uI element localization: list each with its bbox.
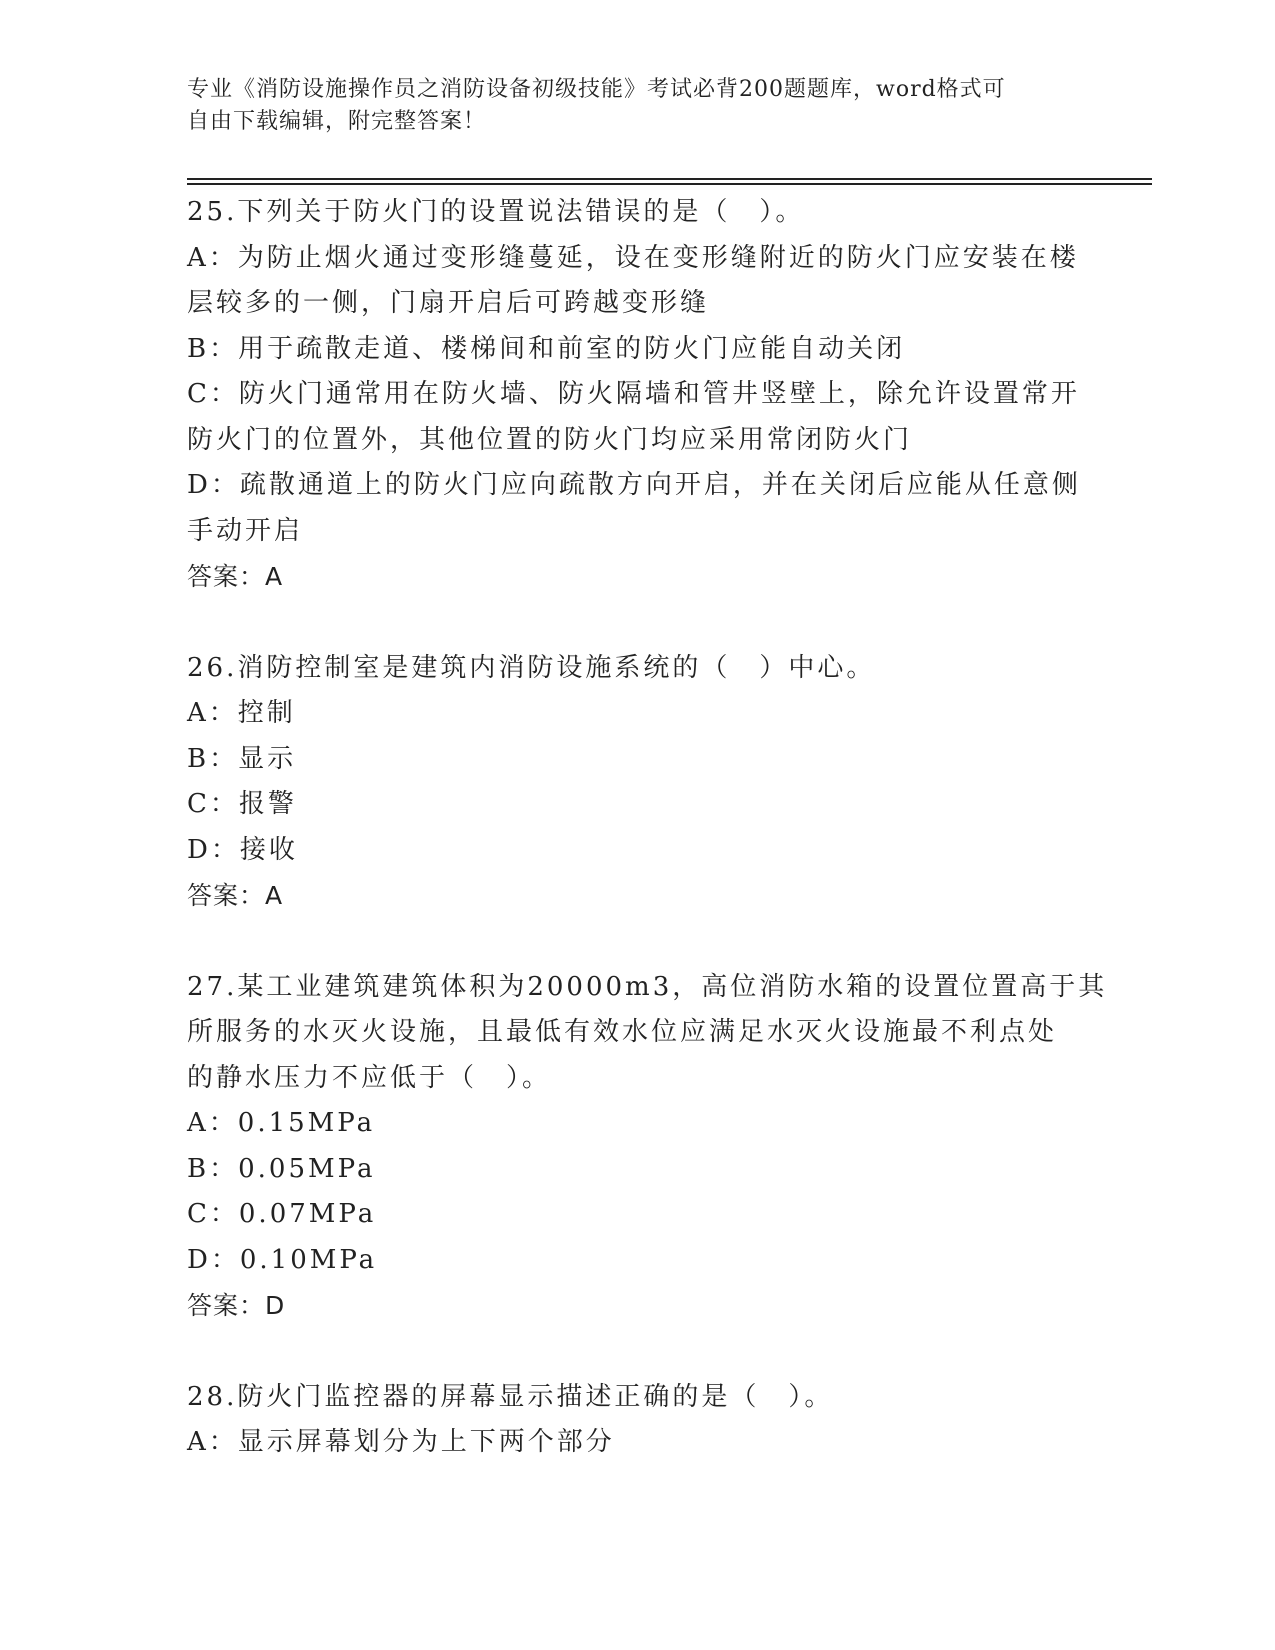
option-d: D：0.10MPa bbox=[187, 1244, 378, 1275]
header-divider-top bbox=[187, 178, 1152, 180]
question-stem: 25.下列关于防火门的设置说法错误的是（ ）。 bbox=[187, 197, 805, 227]
question-list bbox=[187, 190, 1108, 1466]
option-b: B：显示 bbox=[187, 743, 297, 774]
question-stem: 27.某工业建筑建筑体积为20000m3，高位消防水箱的设置位置高于其 bbox=[187, 971, 1108, 1002]
answer-label: 答案：A bbox=[187, 881, 284, 910]
header-line-1: 专业《消防设施操作员之消防设备初级技能》考试必背200题题库，word格式可 bbox=[187, 77, 1006, 102]
question-28 bbox=[187, 1375, 1087, 1466]
option-a: A：控制 bbox=[187, 698, 296, 728]
option-b: B：0.05MPa bbox=[187, 1153, 376, 1184]
option-d: D：接收 bbox=[187, 834, 298, 865]
question-stem: 28.防火门监控器的屏幕显示描述正确的是（ ）。 bbox=[187, 1381, 834, 1412]
option-c-continued: 防火门的位置外，其他位置的防火门均应采用常闭防火门 bbox=[187, 424, 913, 455]
question-stem-continued: 的静水压力不应低于（ ）。 bbox=[187, 1062, 552, 1093]
question-26 bbox=[187, 646, 1087, 919]
option-b: B：用于疏散走道、楼梯间和前室的防火门应能自动关闭 bbox=[187, 333, 906, 364]
question-27 bbox=[187, 965, 1108, 1329]
header-divider-bottom bbox=[187, 183, 1152, 185]
header-line-2: 自由下载编辑，附完整答案！ bbox=[187, 109, 487, 134]
question-stem-continued: 所服务的水灭火设施，且最低有效水位应满足水灭火设施最不利点处 bbox=[187, 1017, 1058, 1047]
option-a: A：为防止烟火通过变形缝蔓延，设在变形缝附近的防火门应安装在楼 bbox=[187, 242, 1079, 273]
document-header bbox=[187, 74, 1067, 138]
option-c: C：防火门通常用在防火墙、防火隔墙和管井竖壁上，除允许设置常开 bbox=[187, 379, 1080, 409]
option-c: C：报警 bbox=[187, 789, 297, 819]
answer-label: 答案：A bbox=[187, 562, 284, 591]
answer-label: 答案：D bbox=[187, 1291, 286, 1320]
option-c: C：0.07MPa bbox=[187, 1199, 377, 1229]
option-d: D：疏散通道上的防火门应向疏散方向开启，并在关闭后应能从任意侧 bbox=[187, 470, 1081, 500]
question-stem: 26.消防控制室是建筑内消防设施系统的（ ）中心。 bbox=[187, 652, 876, 683]
question-25 bbox=[187, 190, 1087, 600]
option-d-continued: 手动开启 bbox=[187, 515, 304, 546]
option-a-continued: 层较多的一侧，门扇开启后可跨越变形缝 bbox=[187, 288, 710, 318]
option-a: A：显示屏幕划分为上下两个部分 bbox=[187, 1427, 615, 1457]
option-a: A：0.15MPa bbox=[187, 1108, 376, 1138]
